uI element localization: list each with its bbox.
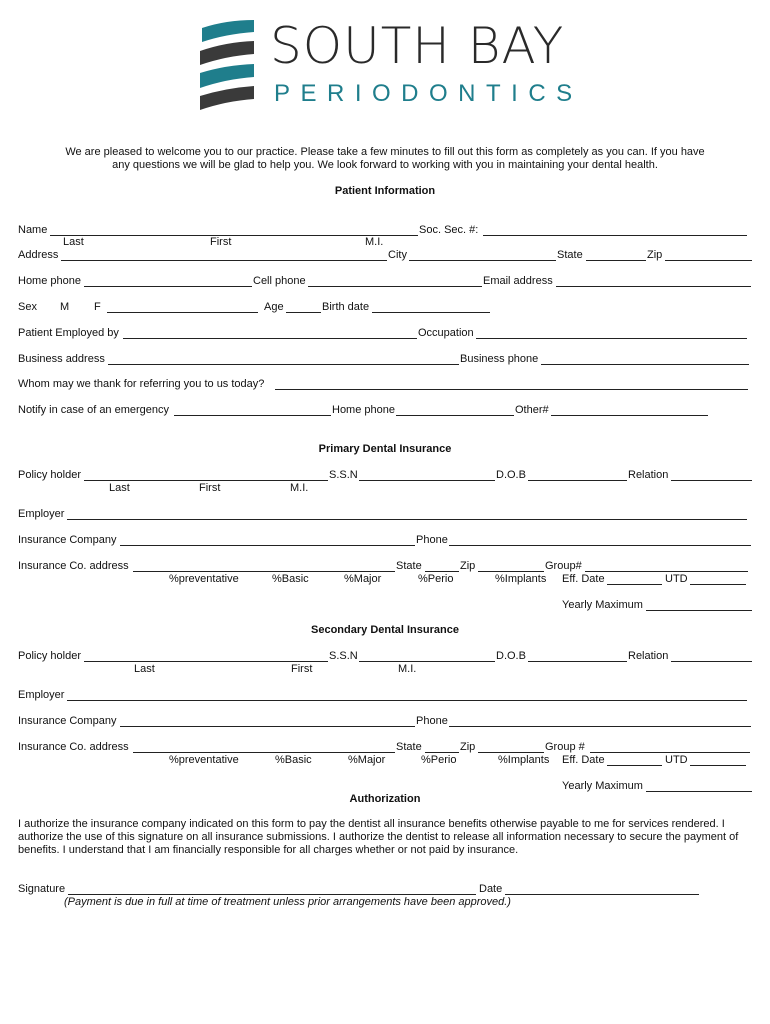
secondary-first-label: First [291, 663, 313, 675]
email-field[interactable] [556, 286, 751, 287]
zip-label: Zip [647, 249, 663, 261]
secondary-dob-field[interactable] [528, 661, 627, 662]
primary-employer-field[interactable] [67, 519, 747, 520]
ssn-label: Soc. Sec. #: [419, 224, 479, 236]
business-address-field[interactable] [108, 364, 459, 365]
logo [196, 17, 583, 114]
secondary-group-field[interactable] [590, 752, 750, 753]
secondary-phone-label: Phone [416, 715, 448, 727]
name-mi-label: M.I. [365, 236, 384, 248]
secondary-employer-label: Employer [18, 689, 65, 701]
secondary-address-label: Insurance Co. address [18, 741, 129, 753]
other-field[interactable] [551, 415, 708, 416]
name-label: Name [18, 224, 48, 236]
primary-address-field[interactable] [133, 571, 395, 572]
primary-first-label: First [199, 482, 221, 494]
primary-implants-label: %Implants [495, 573, 547, 585]
secondary-zip-label: Zip [460, 741, 476, 753]
secondary-mi-label: M.I. [398, 663, 417, 675]
secondary-policy-field[interactable] [84, 661, 328, 662]
primary-last-label: Last [109, 482, 130, 494]
cell-phone-label: Cell phone [253, 275, 306, 287]
employed-label: Patient Employed by [18, 327, 119, 339]
secondary-zip-field[interactable] [478, 752, 544, 753]
primary-major-label: %Major [344, 573, 382, 585]
primary-zip-field[interactable] [478, 571, 544, 572]
primary-eff-date-field[interactable] [607, 584, 662, 585]
birth-date-field[interactable] [372, 312, 490, 313]
secondary-perio-label: %Perio [421, 754, 457, 766]
secondary-major-label: %Major [348, 754, 386, 766]
primary-state-label: State [396, 560, 422, 572]
primary-heading: Primary Dental Insurance [318, 443, 452, 455]
secondary-implants-label: %Implants [498, 754, 550, 766]
secondary-group-label: Group # [545, 741, 585, 753]
signature-field[interactable] [68, 894, 476, 895]
signature-label: Signature [18, 883, 66, 895]
referral-label: Whom may we thank for referring you to us today? [18, 378, 265, 390]
sex-f-option[interactable]: F [94, 301, 101, 313]
secondary-company-field[interactable] [120, 726, 415, 727]
secondary-basic-label: %Basic [275, 754, 312, 766]
name-last-label: Last [63, 236, 84, 248]
secondary-eff-date-field[interactable] [607, 765, 662, 766]
secondary-yearly-max-label: Yearly Maximum [562, 780, 643, 792]
patient-heading: Patient Information [334, 185, 436, 197]
occupation-field[interactable] [476, 338, 747, 339]
secondary-ssn-field[interactable] [359, 661, 495, 662]
business-phone-label: Business phone [460, 353, 539, 365]
logo-subtitle: PERIODONTICS [274, 80, 583, 107]
primary-mi-label: M.I. [290, 482, 309, 494]
secondary-policy-label: Policy holder [18, 650, 81, 662]
primary-utd-label: UTD [665, 573, 688, 585]
primary-relation-label: Relation [628, 469, 669, 481]
address-label: Address [18, 249, 59, 261]
primary-basic-label: %Basic [272, 573, 309, 585]
emergency-field[interactable] [174, 415, 331, 416]
city-field[interactable] [409, 260, 556, 261]
primary-relation-field[interactable] [671, 480, 752, 481]
secondary-employer-field[interactable] [67, 700, 747, 701]
emergency-label: Notify in case of an emergency [18, 404, 170, 416]
secondary-heading: Secondary Dental Insurance [311, 624, 459, 636]
primary-yearly-max-label: Yearly Maximum [562, 599, 643, 611]
secondary-utd-label: UTD [665, 754, 688, 766]
referral-field[interactable] [275, 389, 748, 390]
home-phone-label: Home phone [18, 275, 81, 287]
secondary-dob-label: D.O.B [496, 650, 526, 662]
employed-field[interactable] [123, 338, 417, 339]
home-phone-field[interactable] [84, 286, 252, 287]
business-phone-field[interactable] [541, 364, 749, 365]
secondary-yearly-max-field[interactable] [646, 791, 752, 792]
secondary-state-label: State [396, 741, 422, 753]
intro-text: We are pleased to welcome you to our practice. Please take a few minutes to fill out this form as completely as you can. If you have any questions we will be glad to help you. We look forward to working with you in maintaining your dental health. [65, 146, 705, 171]
secondary-last-label: Last [134, 663, 155, 675]
occupation-label: Occupation [418, 327, 474, 339]
emergency-home-phone-field[interactable] [396, 415, 514, 416]
zip-field[interactable] [665, 260, 752, 261]
secondary-relation-label: Relation [628, 650, 669, 662]
primary-group-label: Group# [545, 560, 582, 572]
date-label: Date [479, 883, 503, 895]
primary-policy-label: Policy holder [18, 469, 81, 481]
emergency-home-phone-label: Home phone [332, 404, 395, 416]
primary-eff-date-label: Eff. Date [562, 573, 605, 585]
primary-preventative-label: %preventative [169, 573, 239, 585]
secondary-address-field[interactable] [133, 752, 395, 753]
primary-company-label: Insurance Company [18, 534, 117, 546]
birth-date-label: Birth date [322, 301, 370, 313]
email-label: Email address [483, 275, 553, 287]
state-label: State [557, 249, 583, 261]
payment-note: (Payment is due in full at time of treatment unless prior arrangements have been approved.) [64, 896, 511, 908]
primary-policy-field[interactable] [84, 480, 328, 481]
primary-employer-label: Employer [18, 508, 65, 520]
primary-ssn-label: S.S.N [329, 469, 358, 481]
primary-address-label: Insurance Co. address [18, 560, 129, 572]
business-address-label: Business address [18, 353, 105, 365]
other-label: Other# [515, 404, 549, 416]
authorization-text: I authorize the insurance company indicated on this form to pay the dentist all insurance benefits otherwise payable to me for services rendered. I authorize the use of this signature on all insurance submissions. I authorize the dentist to release all information necessary to secure the payment of benefits. I understand that I am financially responsible for all charges whether or not paid by insurance. [18, 818, 739, 856]
primary-phone-label: Phone [416, 534, 448, 546]
secondary-utd-field[interactable] [690, 765, 746, 766]
logo-stripes-icon [196, 18, 260, 114]
primary-utd-field[interactable] [690, 584, 746, 585]
primary-zip-label: Zip [460, 560, 476, 572]
name-field[interactable] [50, 235, 418, 236]
secondary-preventative-label: %preventative [169, 754, 239, 766]
secondary-phone-field[interactable] [449, 726, 751, 727]
authorization-heading: Authorization [349, 793, 421, 805]
secondary-eff-date-label: Eff. Date [562, 754, 605, 766]
sex-label: Sex [18, 301, 37, 313]
primary-ssn-field[interactable] [359, 480, 495, 481]
state-field[interactable] [586, 260, 646, 261]
sex-field[interactable] [107, 312, 258, 313]
secondary-relation-field[interactable] [671, 661, 752, 662]
secondary-company-label: Insurance Company [18, 715, 117, 727]
primary-phone-field[interactable] [449, 545, 751, 546]
sex-m-option[interactable]: M [60, 301, 70, 313]
secondary-state-field[interactable] [425, 752, 459, 753]
primary-state-field[interactable] [425, 571, 459, 572]
age-field[interactable] [286, 312, 321, 313]
primary-company-field[interactable] [120, 545, 415, 546]
secondary-ssn-label: S.S.N [329, 650, 358, 662]
primary-dob-label: D.O.B [496, 469, 526, 481]
primary-yearly-max-field[interactable] [646, 610, 752, 611]
age-label: Age [264, 301, 284, 313]
city-label: City [388, 249, 407, 261]
logo-title: SOUTH BAY [270, 17, 565, 75]
primary-group-field[interactable] [585, 571, 748, 572]
primary-dob-field[interactable] [528, 480, 627, 481]
address-field[interactable] [61, 260, 387, 261]
name-first-label: First [210, 236, 232, 248]
ssn-field[interactable] [483, 235, 747, 236]
primary-perio-label: %Perio [418, 573, 454, 585]
cell-phone-field[interactable] [308, 286, 482, 287]
date-field[interactable] [505, 894, 699, 895]
